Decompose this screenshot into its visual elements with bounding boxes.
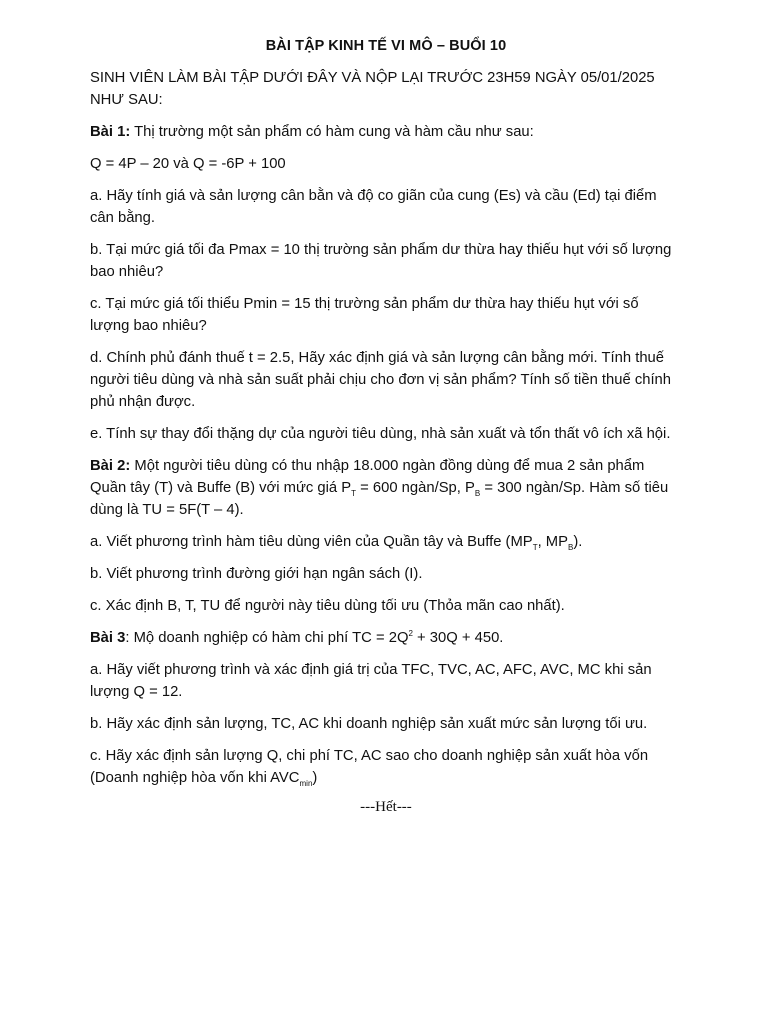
bai3-sup: 2 xyxy=(408,629,413,639)
bai1-question-e: e. Tính sự thay đổi thặng dự của người tiêu dùng, nhà sản xuất và tổn thất vô ích xã hội. xyxy=(90,426,671,442)
bai2-sub-t: T xyxy=(351,488,356,498)
bai3-heading xyxy=(90,627,682,649)
bai3-label: Bài 3 xyxy=(90,630,126,646)
bai2-a-text-1: a. Viết phương trình hàm tiêu dùng viên của Quần tây và Buffe (MP xyxy=(90,534,533,550)
bai3-question-a: a. Hãy viết phương trình và xác định giá trị của TFC, TVC, AC, AFC, AVC, MC khi sản lượng Q = 12. xyxy=(90,662,652,700)
bai1-text: Thị trường một sản phẩm có hàm cung và hàm cầu như sau: xyxy=(130,124,534,140)
bai3-text-1: : Mộ doanh nghiệp có hàm chi phí TC = 2Q xyxy=(125,630,409,646)
bai2-text-2: = 600 ngàn/Sp, P xyxy=(356,480,475,496)
bai2-a-sub-b: B xyxy=(568,542,574,552)
bai1-question-a: a. Hãy tính giá và sản lượng cân bằn và độ co giãn của cung (Es) và cầu (Ed) tại điểm cân bằng. xyxy=(90,188,657,226)
bai2-label: Bài 2: xyxy=(90,458,131,474)
bai2-question-a xyxy=(90,531,682,553)
bai2-a-sub-t: T xyxy=(532,542,538,552)
bai3-question-b: b. Hãy xác định sản lượng, TC, AC khi doanh nghiệp sản xuất mức sản lượng tối ưu. xyxy=(90,716,648,732)
bai1-question-d: d. Chính phủ đánh thuế t = 2.5, Hãy xác định giá và sản lượng cân bằng mới. Tính thuế người tiêu dùng và nhà sản suất phải chịu cho đơn vị sản phẩm? Tính số tiền thuế chính phủ nhận được. xyxy=(90,350,672,410)
bai2-a-text-3: ). xyxy=(573,534,583,550)
bai2-sub-b: B xyxy=(474,488,481,498)
bai3-c-text-2: ) xyxy=(312,770,318,786)
bai1-question-b: b. Tại mức giá tối đa Pmax = 10 thị trường sản phẩm dư thừa hay thiếu hụt với số lượng bao nhiêu? xyxy=(90,242,672,280)
bai2-question-b: b. Viết phương trình đường giới hạn ngân sách (I). xyxy=(90,566,423,582)
bai2-a-text-2: , MP xyxy=(537,534,568,550)
document-title: BÀI TẬP KINH TẾ VI MÔ – BUỔI 10 xyxy=(265,38,507,54)
bai1-question-c: c. Tại mức giá tối thiểu Pmin = 15 thị trường sản phẩm dư thừa hay thiếu hụt với số lượng bao nhiêu? xyxy=(90,296,639,334)
bai2-question-c: c. Xác định B, T, TU để người này tiêu dùng tối ưu (Thỏa mãn cao nhất). xyxy=(90,598,565,614)
bai3-text-2: + 30Q + 450. xyxy=(412,630,504,646)
end-marker: ---Hết--- xyxy=(360,799,412,815)
bai2-text-1: Một người tiêu dùng có thu nhập 18.000 ngàn đồng dùng để mua 2 sản phẩm Quần tây (T) và Buffe (B) với mức giá P xyxy=(90,458,645,496)
bai1-equation: Q = 4P – 20 và Q = -6P + 100 xyxy=(90,156,286,172)
bai2-heading xyxy=(90,455,682,521)
bai2-text-3: = 300 ngàn/Sp. Hàm số tiêu dùng là TU = 5F(T – 4). xyxy=(90,480,669,518)
bai3-question-c xyxy=(90,745,682,789)
bai3-c-text-1: c. Hãy xác định sản lượng Q, chi phí TC, AC sao cho doanh nghiệp sản xuất hòa vốn (Doanh nghiệp hòa vốn khi AVC xyxy=(90,748,649,786)
intro-text: SINH VIÊN LÀM BÀI TẬP DƯỚI ĐÂY VÀ NỘP LẠI TRƯỚC 23H59 NGÀY 05/01/2025 NHƯ SAU: xyxy=(90,70,655,108)
bai3-c-sub: min xyxy=(299,778,313,788)
bai1-label: Bài 1: xyxy=(90,124,131,140)
bai1-heading xyxy=(90,121,682,143)
